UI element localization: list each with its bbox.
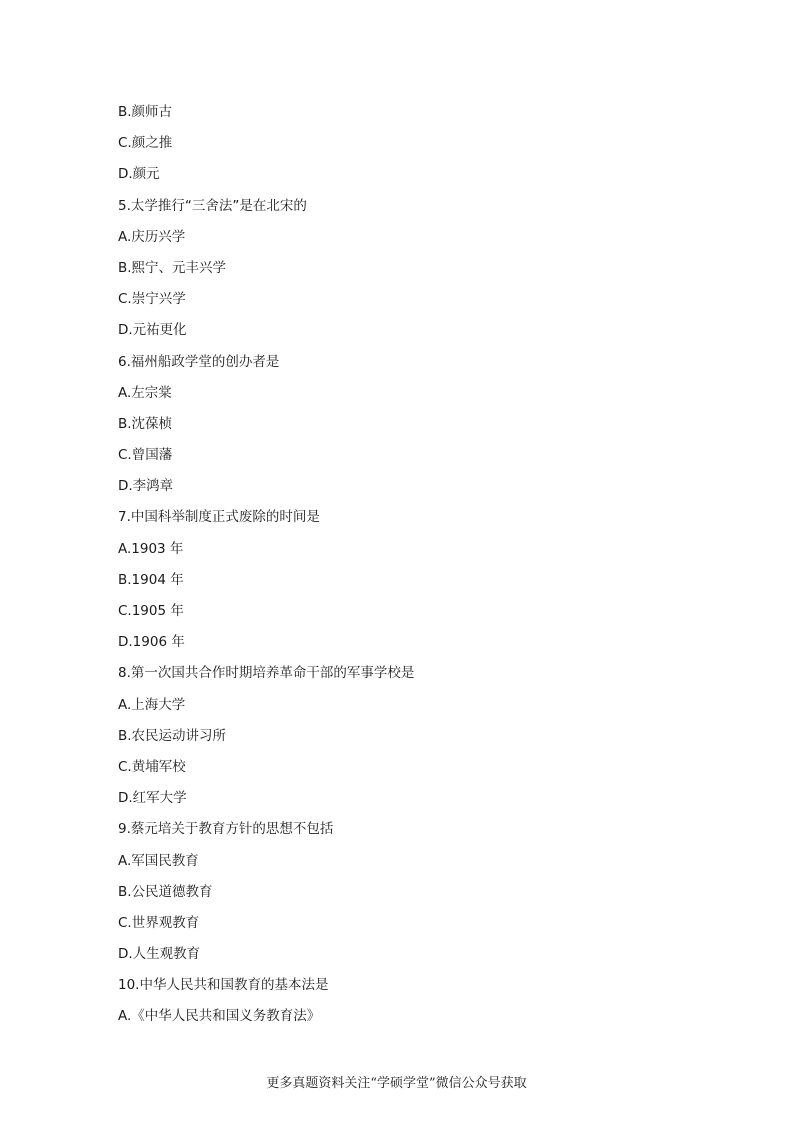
question-line: 7.中国科举制度正式废除的时间是 (118, 509, 320, 526)
option-line: B.颜师古 (118, 104, 173, 120)
question-line: 5.太学推行“三舍法”是在北宋的 (118, 197, 307, 214)
option-line: A.上海大学 (118, 696, 186, 713)
option-line: C.1905 年 (118, 603, 184, 619)
question-line: 6.福州船政学堂的创办者是 (118, 353, 280, 370)
option-line: C.曾国藩 (118, 447, 173, 464)
page-footer: 更多真题资料关注“学硕学堂”微信公众号获取 (266, 1076, 527, 1091)
option-line: A.庆历兴学 (118, 228, 186, 245)
option-line: B.熙宁、元丰兴学 (118, 259, 227, 276)
question-list (118, 100, 718, 1036)
option-line: D.李鸿章 (118, 478, 174, 495)
option-line: D.人生观教育 (118, 946, 201, 963)
option-line: B.沈葆桢 (118, 415, 173, 432)
option-line: C.颜之推 (118, 135, 173, 152)
option-line: B.1904 年 (118, 571, 184, 588)
question-line: 9.蔡元培关于教育方针的思想不包括 (118, 821, 334, 838)
option-line: C.世界观教育 (118, 914, 200, 931)
option-line: C.崇宁兴学 (118, 291, 186, 308)
option-line: B.公民道德教育 (118, 883, 213, 900)
option-line: A.《中华人民共和国义务教育法》 (118, 1008, 321, 1025)
option-line: D.1906 年 (118, 634, 185, 651)
option-line: D.颜元 (118, 166, 160, 183)
question-line: 10.中华人民共和国教育的基本法是 (118, 977, 329, 994)
question-line: 8.第一次国共合作时期培养革命干部的军事学校是 (118, 665, 415, 682)
option-line: D.红军大学 (118, 790, 187, 807)
option-line: A.左宗棠 (118, 384, 172, 401)
option-line: C.黄埔军校 (118, 758, 186, 775)
option-line: A.1903 年 (118, 540, 184, 557)
option-line: A.军国民教育 (118, 852, 199, 869)
option-line: B.农民运动讲习所 (118, 727, 227, 744)
option-line: D.元祐更化 (118, 322, 187, 339)
